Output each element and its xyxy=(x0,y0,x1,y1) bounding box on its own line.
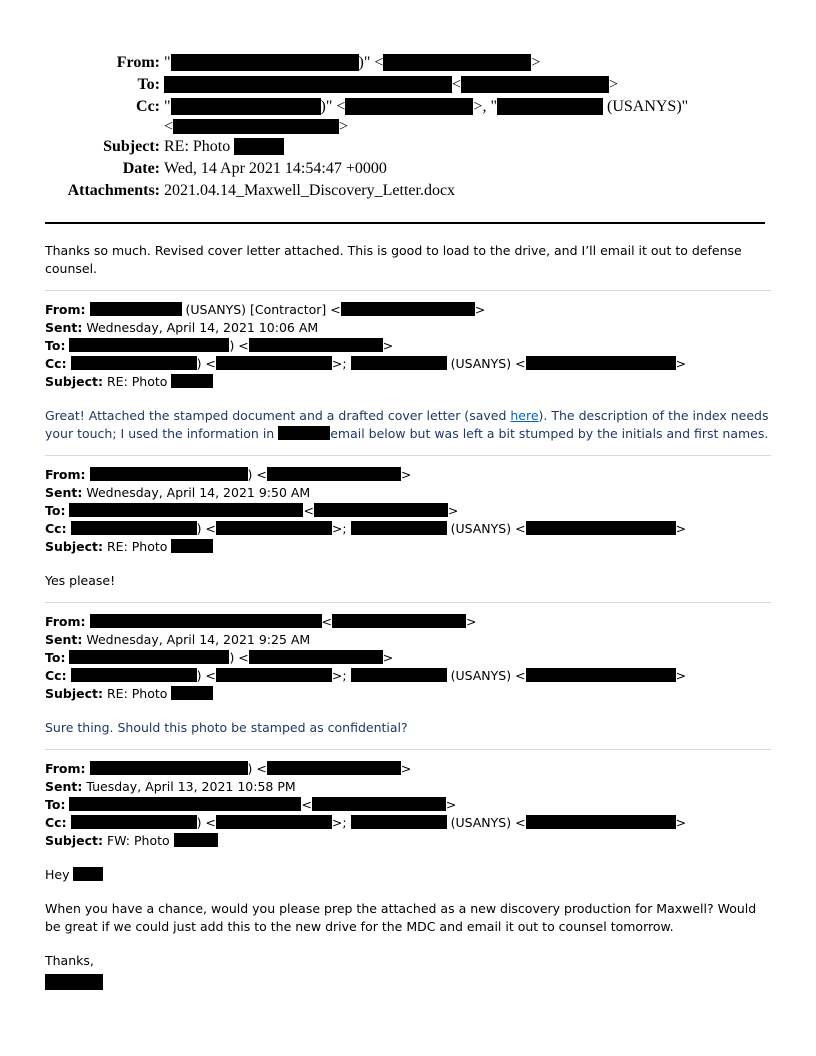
redaction-block xyxy=(171,54,359,71)
header-attachments-label: Attachments: xyxy=(67,182,160,199)
redaction-block xyxy=(216,815,332,829)
redaction-block xyxy=(69,338,229,352)
cc-label: Cc: xyxy=(45,521,67,536)
punct: > xyxy=(339,118,349,135)
punct: ) < xyxy=(247,467,267,482)
subject-label: Subject: xyxy=(45,374,103,389)
to-label: To: xyxy=(45,797,66,812)
punct: > xyxy=(447,503,459,518)
header-divider xyxy=(45,222,765,224)
redaction-block xyxy=(497,98,603,115)
redaction-block xyxy=(526,668,676,682)
message-separator xyxy=(45,290,771,291)
redaction-block xyxy=(461,76,609,93)
quoted-message-4-header xyxy=(45,760,771,850)
punct: >, " xyxy=(473,98,497,115)
redaction-block xyxy=(171,539,213,553)
redaction-block xyxy=(383,54,531,71)
redaction-block xyxy=(164,76,452,93)
redaction-block xyxy=(345,98,473,115)
punct: > xyxy=(400,467,412,482)
punct: > xyxy=(465,614,477,629)
punct: )" < xyxy=(358,54,384,71)
quoted-message-1-header xyxy=(45,301,771,391)
signoff: Thanks, xyxy=(45,953,94,968)
punct: >; xyxy=(331,815,347,830)
quoted-message-4-body: When you have a chance, would you please prep the attached as a new discovery production for Maxwell? Would be great if we could just add this to the new drive for the MDC and email it out to counsel tomorrow. xyxy=(45,901,757,934)
sent-value: Wednesday, April 14, 2021 9:50 AM xyxy=(86,485,311,500)
greeting: Hey xyxy=(45,866,771,884)
header-from-row xyxy=(40,52,760,74)
redaction-block xyxy=(526,815,676,829)
to-label: To: xyxy=(45,650,66,665)
subject-value: RE: Photo xyxy=(106,686,168,701)
redaction-block xyxy=(216,521,332,535)
email-header xyxy=(40,52,760,202)
header-date-row xyxy=(40,158,760,180)
header-to-label: To: xyxy=(137,76,160,93)
redaction-block xyxy=(171,686,213,700)
punct: (USANYS) < xyxy=(450,815,526,830)
to-label: To: xyxy=(45,503,66,518)
redaction-block xyxy=(351,521,447,535)
header-attachments-value[interactable]: 2021.04.14_Maxwell_Discovery_Letter.docx xyxy=(164,182,456,199)
subject-label: Subject: xyxy=(45,833,103,848)
punct: ) < xyxy=(196,668,216,683)
punct: < xyxy=(321,614,332,629)
message-separator xyxy=(45,602,771,603)
punct: > xyxy=(445,797,457,812)
redaction-block xyxy=(341,302,475,316)
subject-label: Subject: xyxy=(45,686,103,701)
sent-value: Wednesday, April 14, 2021 10:06 AM xyxy=(86,320,319,335)
sent-label: Sent: xyxy=(45,320,83,335)
cc-label: Cc: xyxy=(45,668,67,683)
punct: ) < xyxy=(247,761,267,776)
sent-value: Wednesday, April 14, 2021 9:25 AM xyxy=(86,632,311,647)
redaction-block xyxy=(351,668,447,682)
cc-label: Cc: xyxy=(45,815,67,830)
punct: > xyxy=(675,521,687,536)
redaction-block xyxy=(526,521,676,535)
redaction-block xyxy=(171,98,321,115)
quoted-message-2-header xyxy=(45,466,771,556)
punct: ) < xyxy=(196,521,216,536)
lead-paragraph: Thanks so much. Revised cover letter attached. This is good to load to the drive, and I’ll email it out to defense counsel. xyxy=(45,243,742,276)
punct: )" < xyxy=(320,98,346,115)
redaction-block xyxy=(45,974,103,990)
message-separator xyxy=(45,749,771,750)
email-body xyxy=(45,242,771,990)
header-subject-label: Subject: xyxy=(103,138,160,155)
quoted-message-3-header xyxy=(45,613,771,703)
redaction-block xyxy=(69,503,303,517)
redaction-block xyxy=(73,867,103,881)
sent-label: Sent: xyxy=(45,485,83,500)
punct: (USANYS) < xyxy=(450,356,526,371)
punct: ) < xyxy=(196,815,216,830)
punct: >; xyxy=(331,356,347,371)
punct: ) < xyxy=(229,338,249,353)
punct: > xyxy=(675,815,687,830)
punct: < xyxy=(303,503,314,518)
redaction-block xyxy=(267,761,401,775)
punct: (USANYS) [Contractor] < xyxy=(185,302,341,317)
redaction-block xyxy=(171,374,213,388)
sent-value: Tuesday, April 13, 2021 10:58 PM xyxy=(86,779,296,794)
punct: (USANYS)" xyxy=(606,98,689,115)
to-label: To: xyxy=(45,338,66,353)
punct: > xyxy=(675,668,687,683)
redaction-block xyxy=(90,467,248,481)
message-separator xyxy=(45,455,771,456)
punct: >; xyxy=(331,668,347,683)
redaction-block xyxy=(332,614,466,628)
sent-label: Sent: xyxy=(45,779,83,794)
header-subject-row xyxy=(40,136,760,158)
redaction-block xyxy=(312,797,446,811)
redaction-block xyxy=(69,797,301,811)
quoted-message-2-body: Yes please! xyxy=(45,573,116,588)
redaction-block xyxy=(216,356,332,370)
from-label: From: xyxy=(45,614,86,629)
punct: > xyxy=(382,338,394,353)
punct: ) < xyxy=(196,356,216,371)
redaction-block xyxy=(314,503,448,517)
punct: ) < xyxy=(229,650,249,665)
redaction-block xyxy=(71,815,197,829)
redaction-block xyxy=(174,833,218,847)
signature xyxy=(45,972,771,990)
redaction-block xyxy=(249,338,383,352)
redaction-block xyxy=(278,426,330,440)
punct: >; xyxy=(331,521,347,536)
quoted-message-3-body: Sure thing. Should this photo be stamped as confidential? xyxy=(45,720,408,735)
redaction-block xyxy=(71,356,197,370)
punct: > xyxy=(400,761,412,776)
punct: < xyxy=(301,797,312,812)
punct: > xyxy=(474,302,486,317)
punct: < xyxy=(164,118,174,135)
punct: > xyxy=(382,650,394,665)
punct: " xyxy=(164,54,171,71)
header-date-label: Date: xyxy=(122,160,160,177)
from-label: From: xyxy=(45,467,86,482)
subject-value: RE: Photo xyxy=(106,539,168,554)
header-to-row xyxy=(40,74,760,96)
punct: > xyxy=(531,54,541,71)
redaction-block xyxy=(71,668,197,682)
quoted-message-1-body: Great! Attached the stamped document and a drafted cover letter (saved here). The description of the index needs your touch; I used the information in email below but was left a bit stumped by the initials and first names. xyxy=(45,408,769,441)
redaction-block xyxy=(351,815,447,829)
subject-value: FW: Photo xyxy=(106,833,170,848)
header-cc-label: Cc: xyxy=(136,98,160,115)
redaction-block xyxy=(526,356,676,370)
from-label: From: xyxy=(45,302,86,317)
from-label: From: xyxy=(45,761,86,776)
redaction-block xyxy=(351,356,447,370)
redaction-block xyxy=(267,467,401,481)
redaction-block xyxy=(90,302,182,316)
punct: " xyxy=(164,98,171,115)
redaction-block xyxy=(173,119,339,134)
here-link[interactable]: here xyxy=(510,408,539,423)
redaction-block xyxy=(69,650,229,664)
redaction-block xyxy=(90,614,322,628)
redaction-block xyxy=(234,138,284,155)
header-attachments-row xyxy=(40,180,760,202)
redaction-block xyxy=(216,668,332,682)
header-cc-continuation xyxy=(40,118,760,136)
punct: (USANYS) < xyxy=(450,521,526,536)
header-date-value: Wed, 14 Apr 2021 14:54:47 +0000 xyxy=(164,160,387,177)
redaction-block xyxy=(249,650,383,664)
header-cc-row xyxy=(40,96,760,118)
cc-label: Cc: xyxy=(45,356,67,371)
subject-value: RE: Photo xyxy=(106,374,168,389)
header-subject-value: RE: Photo xyxy=(164,138,231,155)
redaction-block xyxy=(90,761,248,775)
punct: (USANYS) < xyxy=(450,668,526,683)
subject-label: Subject: xyxy=(45,539,103,554)
punct: > xyxy=(609,76,619,93)
sent-label: Sent: xyxy=(45,632,83,647)
header-from-label: From: xyxy=(116,54,160,71)
redaction-block xyxy=(71,521,197,535)
punct: < xyxy=(452,76,462,93)
punct: > xyxy=(675,356,687,371)
